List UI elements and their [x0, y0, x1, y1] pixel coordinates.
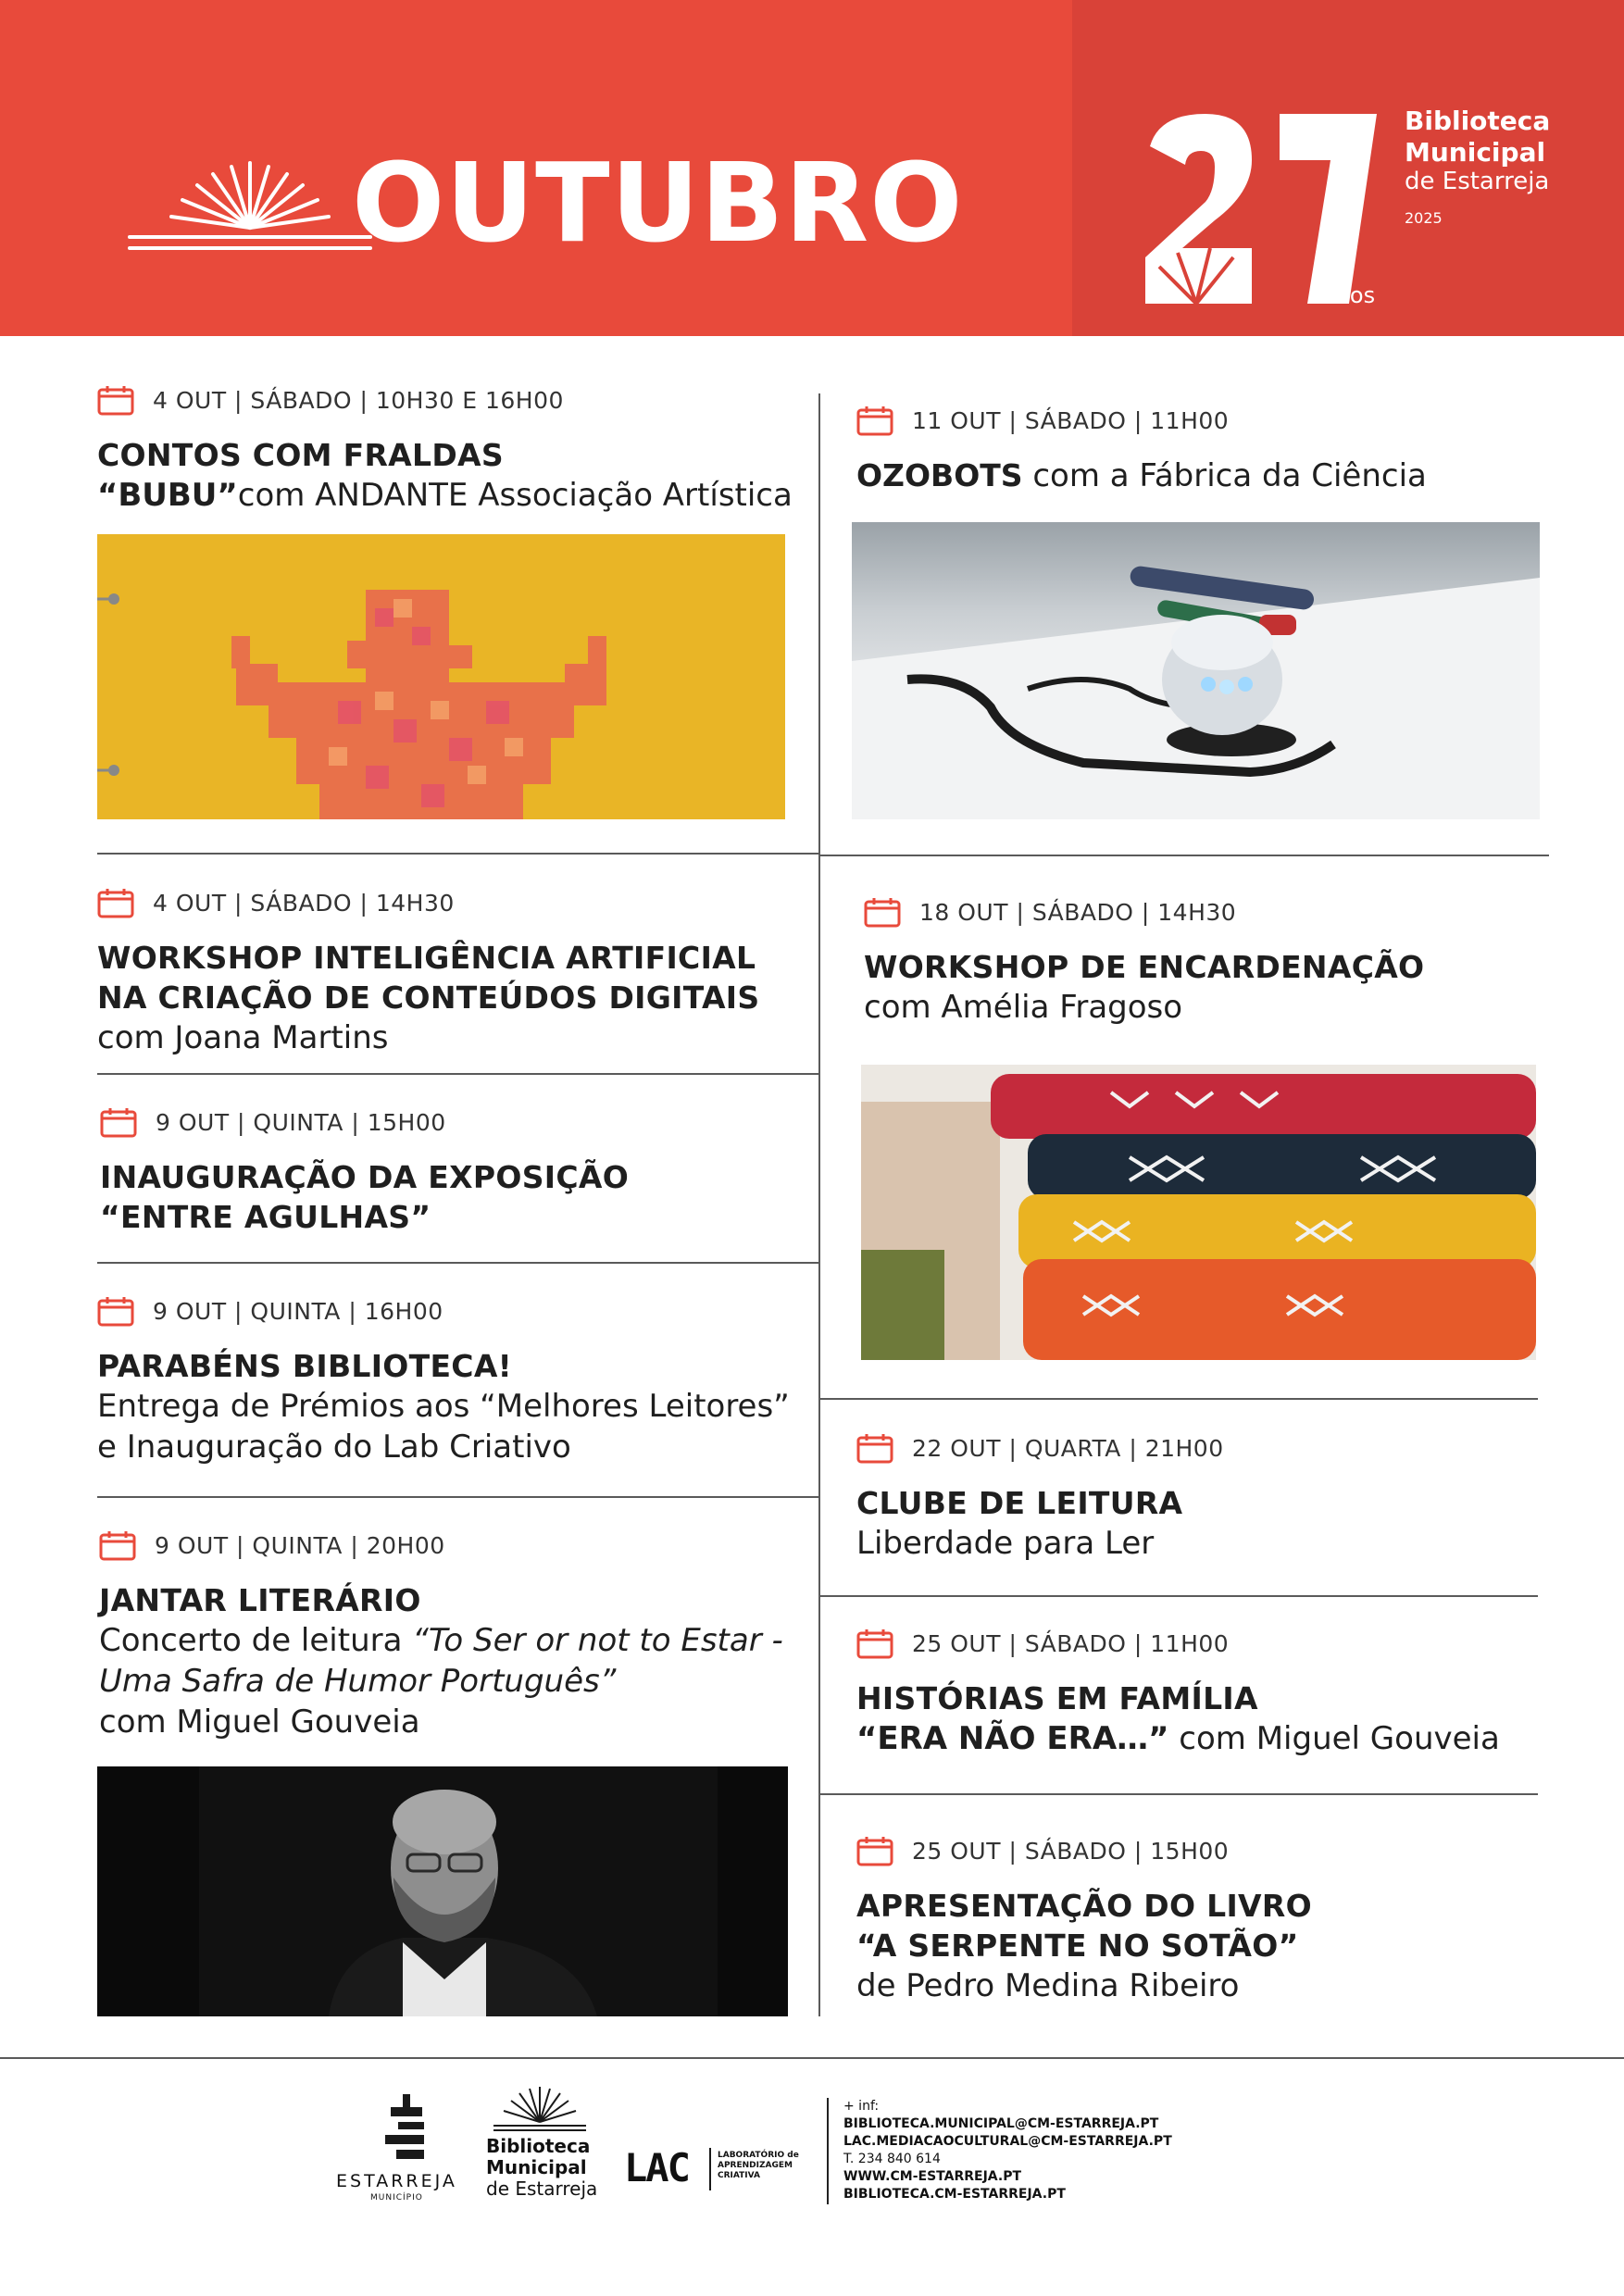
miguel-gouveia-portrait [97, 1766, 788, 2016]
event-title: CLUBE DE LEITURA [856, 1485, 1183, 1521]
contos-fraldas-image [97, 534, 785, 819]
calendar-icon [97, 384, 134, 416]
event-title-line2: “ENTRE AGULHAS” [100, 1199, 431, 1235]
lac-desc1: LABORATÓRIO de [718, 2151, 799, 2160]
event-title: CONTOS COM FRALDAS [97, 437, 504, 473]
bm-line1: Biblioteca [486, 2135, 591, 2157]
event-historias-familia [856, 1625, 1542, 1759]
event-subtitle-line2: e Inauguração do Lab Criativo [97, 1429, 571, 1466]
contact-separator [827, 2098, 829, 2204]
contact-phone: T. 234 840 614 [843, 2152, 941, 2166]
event-date: 9 OUT | QUINTA | 15H00 [156, 1108, 446, 1136]
bm-sunburst-icon [489, 2085, 591, 2133]
event-parabens-biblioteca [97, 1292, 819, 1467]
calendar-icon [856, 1835, 893, 1866]
calendar-icon [97, 887, 134, 918]
contact-email-lac[interactable]: LAC.MEDIACAOCULTURAL@CM-ESTARREJA.PT [843, 2134, 1172, 2149]
event-title-line2: “A SERPENTE NO SOTÃO” [856, 1928, 1299, 1964]
contact-email-biblioteca[interactable]: BIBLIOTECA.MUNICIPAL@CM-ESTARREJA.PT [843, 2116, 1159, 2131]
row-divider [97, 1496, 819, 1498]
bm-line3: de Estarreja [486, 2177, 598, 2200]
contact-label: + inf: [843, 2099, 880, 2114]
sunburst-book-logo [125, 156, 375, 262]
estarreja-logo-icon [370, 2094, 444, 2168]
row-divider [820, 1793, 1538, 1795]
contact-website[interactable]: WWW.CM-ESTARREJA.PT [843, 2169, 1022, 2184]
event-date: 25 OUT | SÁBADO | 11H00 [912, 1629, 1230, 1657]
encardenacao-image [861, 1065, 1536, 1360]
calendar-icon [856, 405, 893, 436]
event-subtitle-line3: com Miguel Gouveia [99, 1703, 420, 1741]
event-subtitle-italic1: “To Ser or not to Estar - [412, 1622, 783, 1659]
event-title-line1: APRESENTAÇÃO DO LIVRO [856, 1888, 1312, 1924]
brand-line2: Municipal [1405, 136, 1546, 168]
row-divider [97, 853, 819, 855]
brand-line1: Biblioteca [1405, 106, 1551, 136]
event-subtitle: de Pedro Medina Ribeiro [856, 1967, 1240, 2004]
row-divider [820, 1398, 1538, 1400]
event-subtitle: com Amélia Fragoso [864, 989, 1183, 1026]
event-title-line1: WORKSHOP INTELIGÊNCIA ARTIFICIAL [97, 940, 756, 976]
brand-line3: de Estarreja [1405, 168, 1550, 196]
event-date: 4 OUT | SÁBADO | 10H30 E 16H00 [153, 386, 564, 414]
event-subtitle-prefix: Concerto de leitura [99, 1622, 413, 1659]
footer-divider [0, 2057, 1624, 2059]
event-workshop-encardenacao [864, 893, 1549, 1028]
lac-logo: LAC [624, 2145, 689, 2190]
anniversary-anos: anos [1322, 282, 1376, 308]
event-title: HISTÓRIAS EM FAMÍLIA [856, 1680, 1258, 1716]
event-inauguracao-exposicao [100, 1104, 813, 1237]
contact-website-biblioteca[interactable]: BIBLIOTECA.CM-ESTARREJA.PT [843, 2187, 1066, 2202]
bm-line2: Municipal [486, 2156, 587, 2178]
event-title: WORKSHOP DE ENCARDENAÇÃO [864, 949, 1425, 985]
estarreja-sub: MUNICÍPIO [370, 2193, 423, 2202]
event-jantar-literario [99, 1527, 821, 1742]
calendar-icon [864, 896, 901, 928]
event-title: PARABÉNS BIBLIOTECA! [97, 1348, 513, 1384]
calendar-icon [97, 1295, 134, 1327]
event-subtitle: com a Fábrica da Ciência [1022, 457, 1427, 494]
estarreja-name: ESTARREJA [336, 2171, 457, 2191]
event-title-inline: “BUBU” [97, 477, 238, 514]
row-divider [820, 855, 1549, 856]
lac-separator [709, 2148, 711, 2190]
contact-block [843, 2098, 1172, 2203]
event-date: 4 OUT | SÁBADO | 14H30 [153, 889, 455, 917]
brand-year: 2025 [1405, 209, 1443, 228]
event-date: 11 OUT | SÁBADO | 11H00 [912, 406, 1230, 434]
ozobot-image [852, 522, 1540, 819]
event-workshop-ia [97, 884, 819, 1058]
anniversary-21-logo [1141, 109, 1381, 311]
event-subtitle-italic2: Uma Safra de Humor Português” [99, 1663, 617, 1700]
event-title-line2: NA CRIAÇÃO DE CONTEÚDOS DIGITAIS [97, 980, 760, 1016]
event-title-line1: INAUGURAÇÃO DA EXPOSIÇÃO [100, 1159, 630, 1195]
calendar-icon [856, 1432, 893, 1464]
event-apresentacao-livro [856, 1832, 1542, 2006]
calendar-icon [100, 1106, 137, 1138]
event-clube-leitura [856, 1429, 1542, 1564]
event-date: 9 OUT | QUINTA | 16H00 [153, 1297, 443, 1325]
calendar-icon [856, 1628, 893, 1659]
row-divider [820, 1595, 1538, 1597]
event-subtitle: com Miguel Gouveia [1168, 1720, 1500, 1757]
column-divider [818, 393, 820, 2016]
event-date: 22 OUT | QUARTA | 21H00 [912, 1434, 1224, 1462]
event-title-inline: “ERA NÃO ERA…” [856, 1720, 1169, 1757]
event-ozobots [856, 402, 1579, 496]
event-subtitle: com Joana Martins [97, 1019, 389, 1056]
lac-desc3: CRIATIVA [718, 2171, 760, 2180]
month-title: OUTUBRO [352, 139, 964, 267]
row-divider [97, 1073, 819, 1075]
event-date: 18 OUT | SÁBADO | 14H30 [919, 898, 1237, 926]
event-title-inline: OZOBOTS [856, 457, 1023, 493]
lac-desc2: APRENDIZAGEM [718, 2161, 793, 2170]
event-date: 9 OUT | QUINTA | 20H00 [155, 1531, 445, 1559]
event-subtitle: Liberdade para Ler [856, 1525, 1155, 1562]
event-title: JANTAR LITERÁRIO [99, 1582, 421, 1618]
row-divider [97, 1262, 819, 1264]
event-contos-com-fraldas [97, 381, 819, 516]
event-subtitle-line1: Entrega de Prémios aos “Melhores Leitores” [97, 1388, 790, 1425]
event-subtitle: com ANDANTE Associação Artística [237, 477, 793, 514]
calendar-icon [99, 1529, 136, 1561]
brand-block [1405, 106, 1550, 228]
event-date: 25 OUT | SÁBADO | 15H00 [912, 1837, 1230, 1865]
